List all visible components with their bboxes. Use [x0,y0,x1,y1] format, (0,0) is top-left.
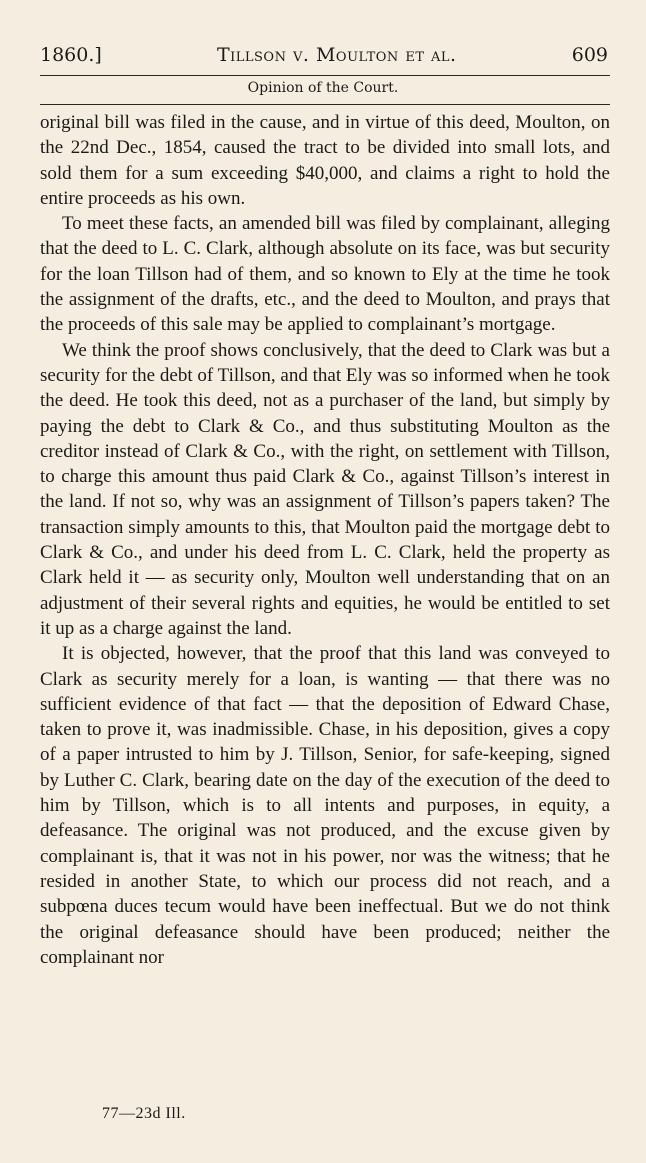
running-header [40,44,608,66]
header-rule-top [40,75,610,76]
signature-mark: 77—23d Ill. [102,1105,186,1122]
paragraph-3: We think the proof shows conclusively, that the deed to Clark was but a security for the debt of Tillson, and that Ely was so informed when he took the deed. He took this deed, not as a purchaser of the land, but simply by paying the debt to Clark & Co., and thus substituting Moulton as the creditor instead of Clark & Co., with the right, on settlement with Tillson, to charge this amount thus paid Clark & Co., against Tillson’s interest in the land. If not so, why was an assignment of Tillson’s papers taken? The transaction simply amounts to this, that Moulton paid the mortgage debt to Clark & Co., and under his deed from L. C. Clark, held the property as Clark held it — as security only, Moulton well understanding that on an adjustment of their several rights and equities, he would be entitled to set it up as a charge against the land. [40,339,610,639]
header-page-number: 609 [571,44,608,66]
paragraph-2: To meet these facts, an amended bill was filed by complainant, alleging that the deed to L. C. Clark, although absolute on its face, was but security for the loan Tillson had of them, and so known to Ely at the time he took the assignment of the drafts, etc., and the deed to Moulton, and prays that the proceeds of this sale may be applied to complainant’s mortgage. [40,213,610,336]
section-subheading: Opinion of the Court. [247,80,399,96]
paragraph-1: original bill was filed in the cause, and in virtue of this deed, Moulton, on the 22nd Dec., 1854, caused the tract to be divided into small lots, and sold them for a sum exceeding $40,000, and claims a right to hold the entire proceeds as his own. [40,112,610,209]
opinion-body [40,110,610,970]
header-year: 1860.] [40,44,102,66]
header-rule-bottom [40,104,610,105]
paragraph-4: It is objected, however, that the proof that this land was conveyed to Clark as security merely for a loan, is wanting — that there was no sufficient evidence of that fact — that the deposition of Edward Chase, taken to prove it, was inadmissible. Chase, in his deposition, gives a copy of a paper intrusted to him by J. Tillson, Senior, for safe-keeping, signed by Luther C. Clark, bearing date on the day of the execution of the deed to him by Tillson, which is to all intents and purposes, in equity, a defeasance. The original was not produced, and the excuse given by complainant is, that it was not in his power, nor was the witness; that he resided in another State, to which our process did not reach, and a subpœna duces tecum would have been ineffectual. But we do not think the original defeasance should have been produced; neither the complainant nor [40,643,610,968]
header-case-title: Tillson v. Moulton et al. [216,44,457,66]
